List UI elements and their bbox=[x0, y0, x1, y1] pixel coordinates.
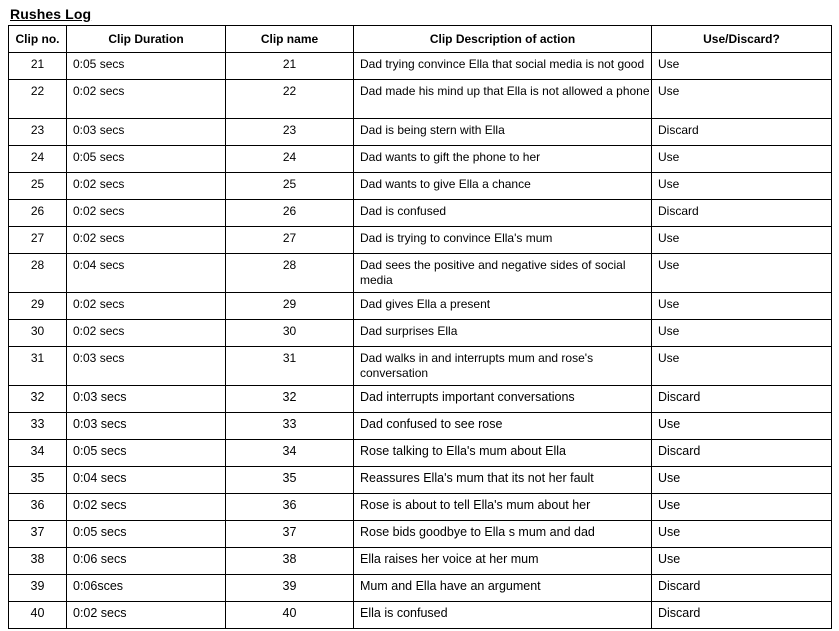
clip-duration-cell: 0:06sces bbox=[67, 575, 226, 602]
clip-duration-cell: 0:02 secs bbox=[67, 320, 226, 347]
use-discard-cell: Use bbox=[652, 347, 832, 386]
clip-name-cell: 24 bbox=[226, 146, 354, 173]
table-row bbox=[9, 227, 832, 254]
clip-no-cell: 24 bbox=[9, 146, 67, 173]
clip-description-cell: Mum and Ella have an argument bbox=[354, 575, 652, 602]
table-row bbox=[9, 575, 832, 602]
clip-duration-cell: 0:04 secs bbox=[67, 254, 226, 293]
table-row bbox=[9, 80, 832, 119]
table-row bbox=[9, 386, 832, 413]
use-discard-cell: Use bbox=[652, 494, 832, 521]
header-clip-description: Clip Description of action bbox=[354, 26, 652, 53]
clip-name-cell: 22 bbox=[226, 80, 354, 119]
clip-duration-cell: 0:05 secs bbox=[67, 146, 226, 173]
use-discard-cell: Use bbox=[652, 80, 832, 119]
clip-duration-cell: 0:02 secs bbox=[67, 602, 226, 629]
table-row bbox=[9, 413, 832, 440]
clip-description-cell: Dad trying convince Ella that social media is not good bbox=[354, 53, 652, 80]
clip-description-cell: Ella raises her voice at her mum bbox=[354, 548, 652, 575]
clip-no-cell: 32 bbox=[9, 386, 67, 413]
clip-no-cell: 39 bbox=[9, 575, 67, 602]
clip-description-cell: Dad is confused bbox=[354, 200, 652, 227]
use-discard-cell: Use bbox=[652, 413, 832, 440]
clip-description-cell: Ella is confused bbox=[354, 602, 652, 629]
clip-description-cell: Dad sees the positive and negative sides of social media bbox=[354, 254, 652, 293]
table-row bbox=[9, 53, 832, 80]
clip-duration-cell: 0:06 secs bbox=[67, 548, 226, 575]
clip-duration-cell: 0:02 secs bbox=[67, 200, 226, 227]
clip-name-cell: 26 bbox=[226, 200, 354, 227]
clip-duration-cell: 0:03 secs bbox=[67, 413, 226, 440]
clip-duration-cell: 0:05 secs bbox=[67, 53, 226, 80]
clip-description-cell: Dad gives Ella a present bbox=[354, 293, 652, 320]
clip-duration-cell: 0:02 secs bbox=[67, 173, 226, 200]
clip-name-cell: 36 bbox=[226, 494, 354, 521]
clip-no-cell: 26 bbox=[9, 200, 67, 227]
use-discard-cell: Use bbox=[652, 227, 832, 254]
clip-no-cell: 36 bbox=[9, 494, 67, 521]
clip-name-cell: 34 bbox=[226, 440, 354, 467]
clip-name-cell: 31 bbox=[226, 347, 354, 386]
use-discard-cell: Use bbox=[652, 293, 832, 320]
clip-duration-cell: 0:02 secs bbox=[67, 227, 226, 254]
clip-name-cell: 38 bbox=[226, 548, 354, 575]
table-row bbox=[9, 467, 832, 494]
clip-description-cell: Dad surprises Ella bbox=[354, 320, 652, 347]
clip-no-cell: 21 bbox=[9, 53, 67, 80]
clip-no-cell: 25 bbox=[9, 173, 67, 200]
table-row bbox=[9, 200, 832, 227]
clip-no-cell: 37 bbox=[9, 521, 67, 548]
table-row bbox=[9, 440, 832, 467]
header-use-discard: Use/Discard? bbox=[652, 26, 832, 53]
clip-name-cell: 35 bbox=[226, 467, 354, 494]
clip-duration-cell: 0:02 secs bbox=[67, 293, 226, 320]
clip-name-cell: 27 bbox=[226, 227, 354, 254]
table-row bbox=[9, 521, 832, 548]
clip-no-cell: 27 bbox=[9, 227, 67, 254]
clip-name-cell: 28 bbox=[226, 254, 354, 293]
clip-no-cell: 29 bbox=[9, 293, 67, 320]
clip-name-cell: 33 bbox=[226, 413, 354, 440]
clip-description-cell: Rose talking to Ella's mum about Ella bbox=[354, 440, 652, 467]
clip-duration-cell: 0:03 secs bbox=[67, 386, 226, 413]
clip-description-cell: Dad walks in and interrupts mum and rose's conversation bbox=[354, 347, 652, 386]
table-row bbox=[9, 602, 832, 629]
use-discard-cell: Use bbox=[652, 254, 832, 293]
table-row bbox=[9, 146, 832, 173]
clip-description-cell: Dad wants to give Ella a chance bbox=[354, 173, 652, 200]
clip-description-cell: Reassures Ella's mum that its not her fault bbox=[354, 467, 652, 494]
clip-no-cell: 35 bbox=[9, 467, 67, 494]
clip-description-cell: Rose is about to tell Ella's mum about her bbox=[354, 494, 652, 521]
clip-description-cell: Dad made his mind up that Ella is not allowed a phone bbox=[354, 80, 652, 119]
clip-description-cell: Dad is being stern with Ella bbox=[354, 119, 652, 146]
clip-no-cell: 23 bbox=[9, 119, 67, 146]
clip-description-cell: Dad wants to gift the phone to her bbox=[354, 146, 652, 173]
clip-duration-cell: 0:04 secs bbox=[67, 467, 226, 494]
clip-no-cell: 31 bbox=[9, 347, 67, 386]
clip-duration-cell: 0:05 secs bbox=[67, 521, 226, 548]
clip-name-cell: 37 bbox=[226, 521, 354, 548]
clip-duration-cell: 0:03 secs bbox=[67, 119, 226, 146]
clip-no-cell: 38 bbox=[9, 548, 67, 575]
use-discard-cell: Discard bbox=[652, 200, 832, 227]
clip-duration-cell: 0:02 secs bbox=[67, 494, 226, 521]
clip-duration-cell: 0:03 secs bbox=[67, 347, 226, 386]
rushes-log-table bbox=[8, 25, 832, 629]
clip-duration-cell: 0:05 secs bbox=[67, 440, 226, 467]
table-row bbox=[9, 494, 832, 521]
clip-name-cell: 39 bbox=[226, 575, 354, 602]
clip-name-cell: 32 bbox=[226, 386, 354, 413]
use-discard-cell: Discard bbox=[652, 119, 832, 146]
use-discard-cell: Use bbox=[652, 467, 832, 494]
use-discard-cell: Discard bbox=[652, 386, 832, 413]
clip-description-cell: Rose bids goodbye to Ella s mum and dad bbox=[354, 521, 652, 548]
header-clip-duration: Clip Duration bbox=[67, 26, 226, 53]
table-row bbox=[9, 347, 832, 386]
clip-name-cell: 21 bbox=[226, 53, 354, 80]
clip-no-cell: 30 bbox=[9, 320, 67, 347]
clip-description-cell: Dad is trying to convince Ella's mum bbox=[354, 227, 652, 254]
clip-description-cell: Dad interrupts important conversations bbox=[354, 386, 652, 413]
clip-no-cell: 40 bbox=[9, 602, 67, 629]
table-row bbox=[9, 320, 832, 347]
header-clip-no: Clip no. bbox=[9, 26, 67, 53]
use-discard-cell: Use bbox=[652, 146, 832, 173]
clip-name-cell: 40 bbox=[226, 602, 354, 629]
use-discard-cell: Discard bbox=[652, 575, 832, 602]
clip-duration-cell: 0:02 secs bbox=[67, 80, 226, 119]
clip-name-cell: 30 bbox=[226, 320, 354, 347]
table-row bbox=[9, 119, 832, 146]
clip-no-cell: 28 bbox=[9, 254, 67, 293]
table-row bbox=[9, 173, 832, 200]
clip-name-cell: 25 bbox=[226, 173, 354, 200]
use-discard-cell: Use bbox=[652, 173, 832, 200]
use-discard-cell: Use bbox=[652, 521, 832, 548]
clip-name-cell: 23 bbox=[226, 119, 354, 146]
clip-no-cell: 34 bbox=[9, 440, 67, 467]
table-row bbox=[9, 254, 832, 293]
header-row bbox=[9, 26, 832, 53]
use-discard-cell: Use bbox=[652, 320, 832, 347]
use-discard-cell: Discard bbox=[652, 440, 832, 467]
clip-name-cell: 29 bbox=[226, 293, 354, 320]
clip-no-cell: 22 bbox=[9, 80, 67, 119]
clip-description-cell: Dad confused to see rose bbox=[354, 413, 652, 440]
use-discard-cell: Discard bbox=[652, 602, 832, 629]
table-row bbox=[9, 548, 832, 575]
page-title: Rushes Log bbox=[10, 6, 92, 22]
use-discard-cell: Use bbox=[652, 53, 832, 80]
header-clip-name: Clip name bbox=[226, 26, 354, 53]
table-row bbox=[9, 293, 832, 320]
use-discard-cell: Use bbox=[652, 548, 832, 575]
clip-no-cell: 33 bbox=[9, 413, 67, 440]
